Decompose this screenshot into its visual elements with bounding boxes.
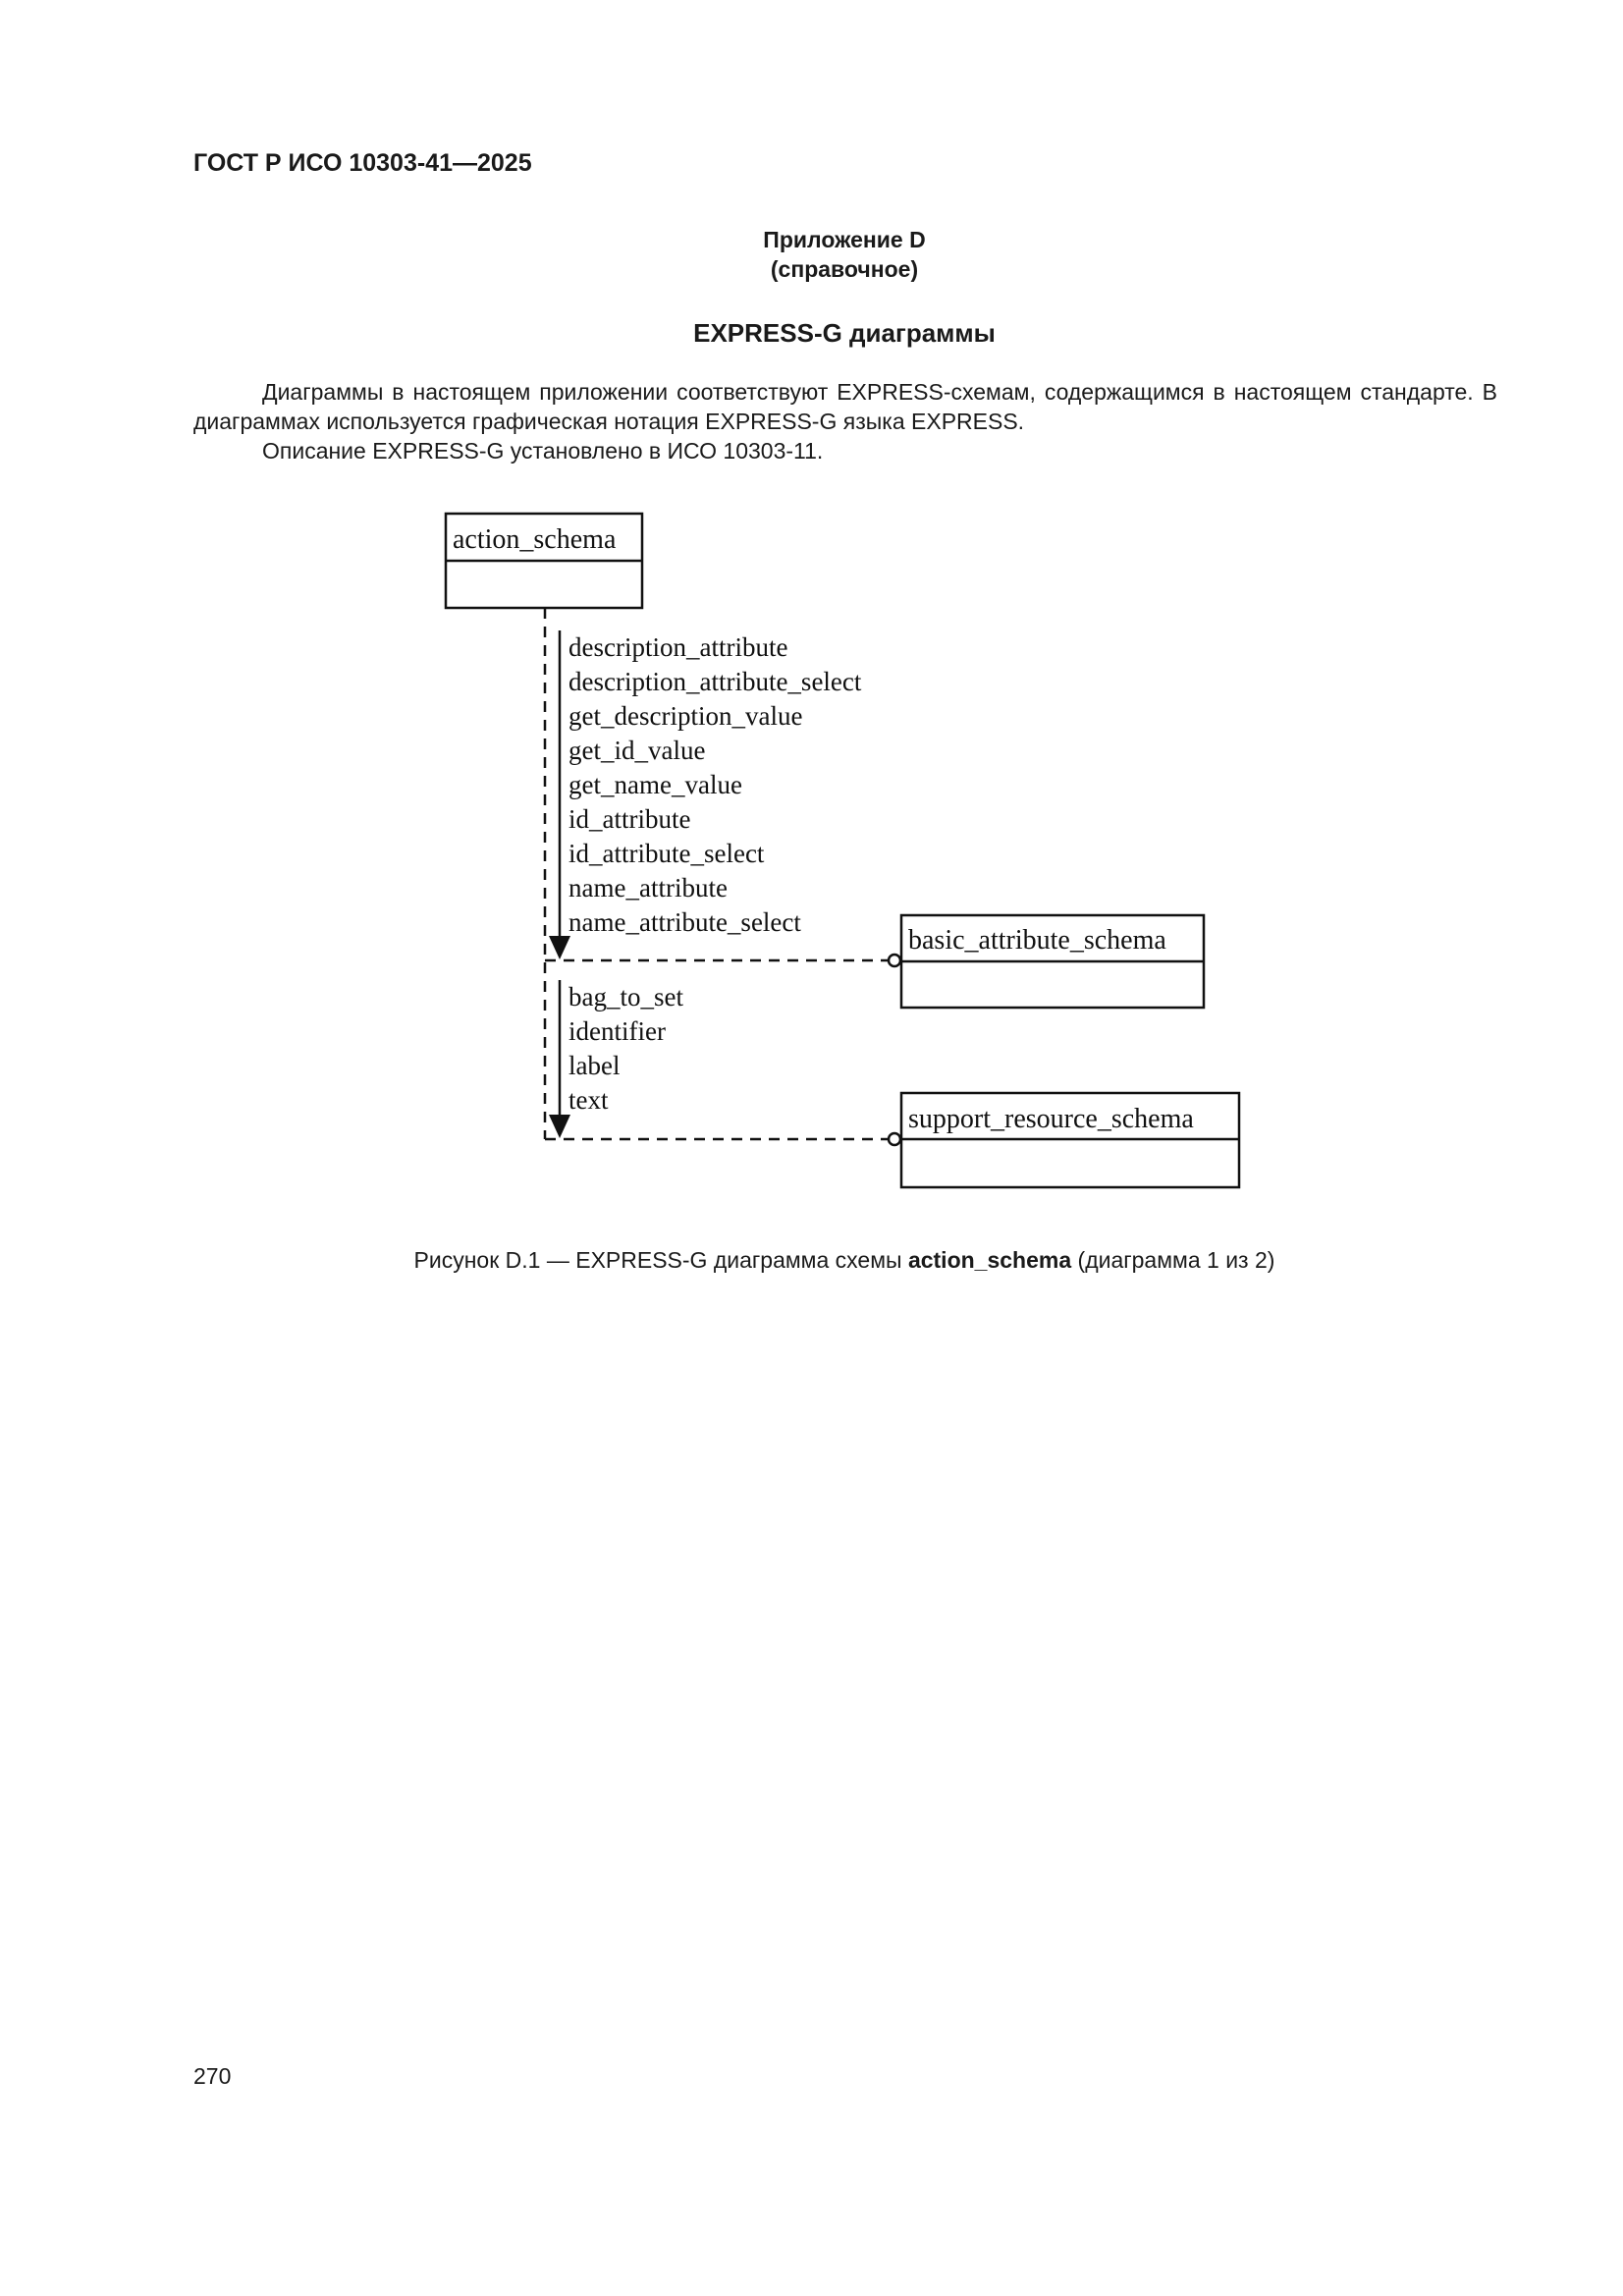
reference-item: name_attribute bbox=[568, 873, 728, 902]
reference-item: id_attribute_select bbox=[568, 839, 765, 868]
reference-item: text bbox=[568, 1085, 609, 1115]
reference-item: label bbox=[568, 1051, 621, 1080]
reference-item: get_description_value bbox=[568, 701, 803, 731]
arrowhead-icon bbox=[549, 1115, 570, 1138]
reference-item: name_attribute_select bbox=[568, 907, 801, 937]
circle-end-icon bbox=[889, 955, 900, 966]
annex-kind: (справочное) bbox=[770, 256, 919, 282]
reference-item: description_attribute_select bbox=[568, 667, 862, 696]
reference-item: identifier bbox=[568, 1016, 666, 1046]
caption-suffix: (диаграмма 1 из 2) bbox=[1071, 1247, 1275, 1273]
circle-end-icon bbox=[889, 1133, 900, 1145]
schema-name-action-schema: action_schema bbox=[453, 524, 617, 555]
page-number: 270 bbox=[193, 2063, 232, 2089]
schema-box-support-resource-schema bbox=[901, 1093, 1239, 1187]
schema-name-basic-attribute-schema: basic_attribute_schema bbox=[908, 925, 1166, 956]
annex-title: Приложение D bbox=[763, 227, 926, 252]
document-header: ГОСТ Р ИСО 10303-41—2025 bbox=[193, 149, 532, 177]
caption-prefix: Рисунок D.1 — EXPRESS-G диаграмма схемы bbox=[413, 1247, 908, 1273]
body-paragraph-1: Диаграммы в настоящем приложении соответствуют EXPRESS-схемам, содержащимся в настоящем стандарте. В диаграммах используется графическая нотация EXPRESS-G языка EXPRESS. bbox=[193, 379, 1497, 434]
arrowhead-icon bbox=[549, 936, 570, 959]
figure-caption bbox=[0, 1247, 1623, 1274]
body-paragraph-2: Описание EXPRESS-G установлено в ИСО 10303-11. bbox=[262, 438, 824, 464]
reference-item: get_name_value bbox=[568, 770, 742, 799]
reference-item: bag_to_set bbox=[568, 982, 683, 1011]
schema-name-support-resource-schema: support_resource_schema bbox=[908, 1104, 1194, 1134]
section-heading: EXPRESS-G диаграммы bbox=[693, 318, 996, 348]
reference-item: get_id_value bbox=[568, 736, 706, 765]
reference-item: id_attribute bbox=[568, 804, 691, 834]
schema-box-basic-attribute-schema bbox=[901, 915, 1204, 1008]
caption-schema-name: action_schema bbox=[907, 1247, 1072, 1273]
schema-box-action-schema bbox=[446, 514, 642, 608]
reference-item: description_attribute bbox=[568, 632, 788, 662]
